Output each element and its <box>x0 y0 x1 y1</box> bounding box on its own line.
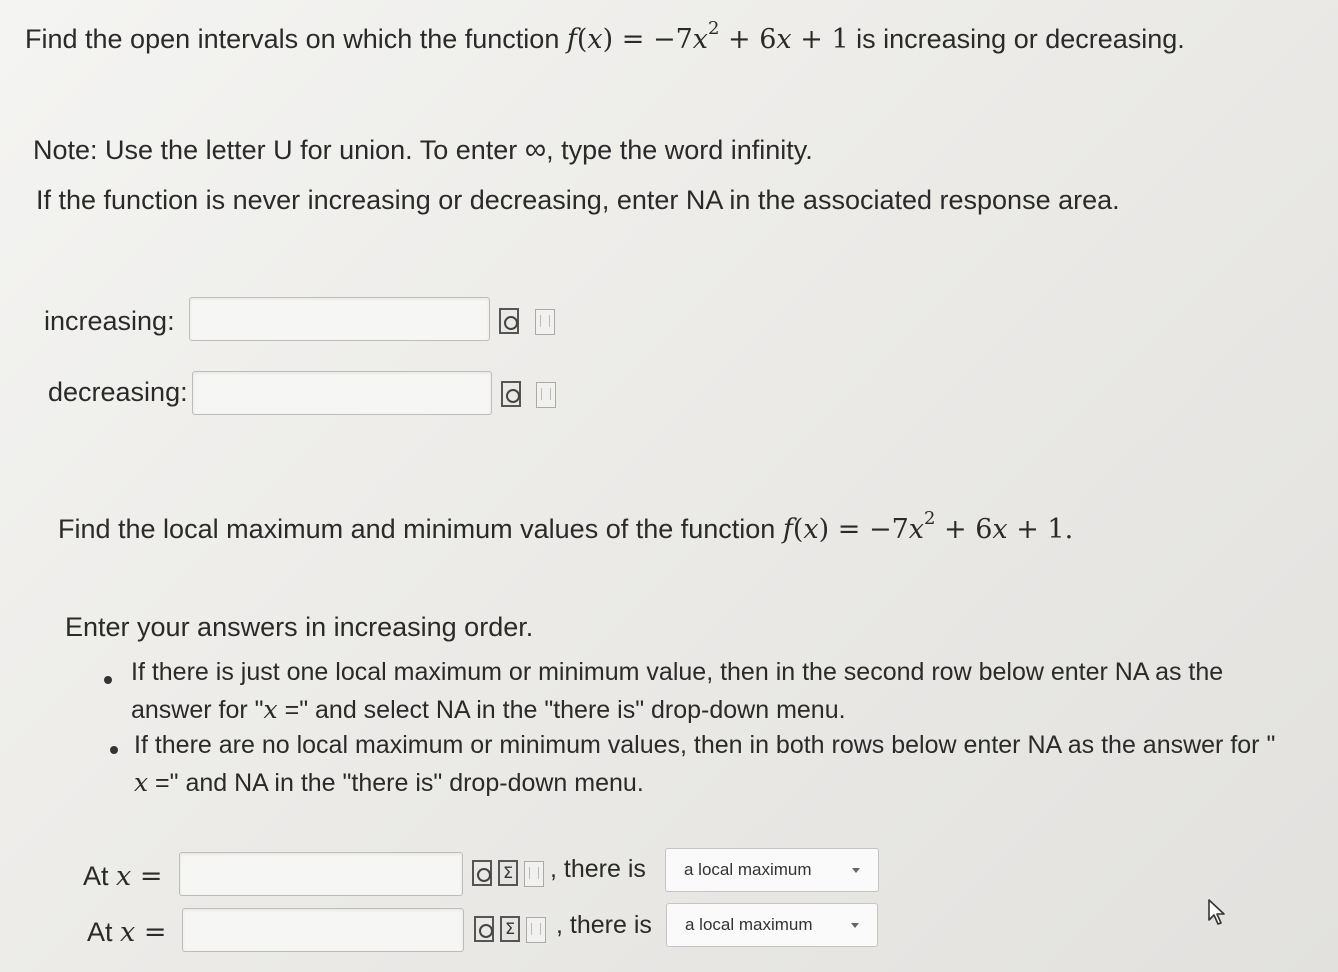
mouse-pointer-icon <box>1206 898 1230 928</box>
preview-doc-icon[interactable] <box>524 861 544 887</box>
extremum-type-select-2[interactable]: a local maximum <box>666 903 878 947</box>
extremum-type-select-1[interactable]: a local maximum <box>665 848 879 892</box>
at-x-label: At x = <box>87 917 167 948</box>
equation-editor-icon[interactable] <box>499 308 519 334</box>
equation-editor-icon[interactable] <box>501 381 521 407</box>
chevron-down-icon <box>852 868 860 873</box>
preview-doc-icon[interactable] <box>535 309 555 335</box>
equation-editor-icon[interactable] <box>472 860 492 886</box>
at-x-label: At x = <box>83 861 163 892</box>
bullet-two: If there are no local maximum or minimum values, then in both rows below enter NA as the answer for " x =" and NA in the "there is" drop-down menu. <box>134 731 1276 797</box>
symbol-icon[interactable] <box>498 860 518 886</box>
increasing-input[interactable] <box>189 297 490 341</box>
bullet-dot <box>110 746 118 754</box>
preview-doc-icon[interactable] <box>526 917 546 943</box>
decreasing-input[interactable] <box>192 371 492 415</box>
decreasing-label: decreasing: <box>48 377 188 407</box>
question-intervals: Find the open intervals on which the function $f(x) = -7x^2 + 6x + 1$ is increasing or decreasing. <box>25 18 1185 55</box>
symbol-icon[interactable] <box>500 916 520 942</box>
question-extrema: Find the local maximum and minimum values of the function $f(x) = -7x^2 + 6x + 1$. <box>58 508 1074 545</box>
bullet-dot <box>104 676 112 684</box>
bullet-one: If there is just one local maximum or minimum value, then in the second row below enter NA as the answer for "x =" and select NA in the "there is" drop-down menu. <box>131 658 1224 724</box>
order-note: Enter your answers in increasing order. <box>65 612 534 642</box>
note-line-2: If the function is never increasing or decreasing, enter NA in the associated response area. <box>36 185 1120 215</box>
x-value-input-2[interactable] <box>182 908 464 952</box>
there-is-label: , there is <box>550 855 646 883</box>
chevron-down-icon <box>851 923 859 928</box>
preview-doc-icon[interactable] <box>536 382 556 408</box>
equation-editor-icon[interactable] <box>474 916 494 942</box>
there-is-label: , there is <box>556 911 652 939</box>
increasing-label: increasing: <box>44 306 175 336</box>
infinity-symbol: ∞ <box>524 133 547 166</box>
x-value-input-1[interactable] <box>179 852 463 896</box>
note-line-1: Note: Use the letter U for union. To enter ∞, type the word infinity. <box>33 133 813 166</box>
